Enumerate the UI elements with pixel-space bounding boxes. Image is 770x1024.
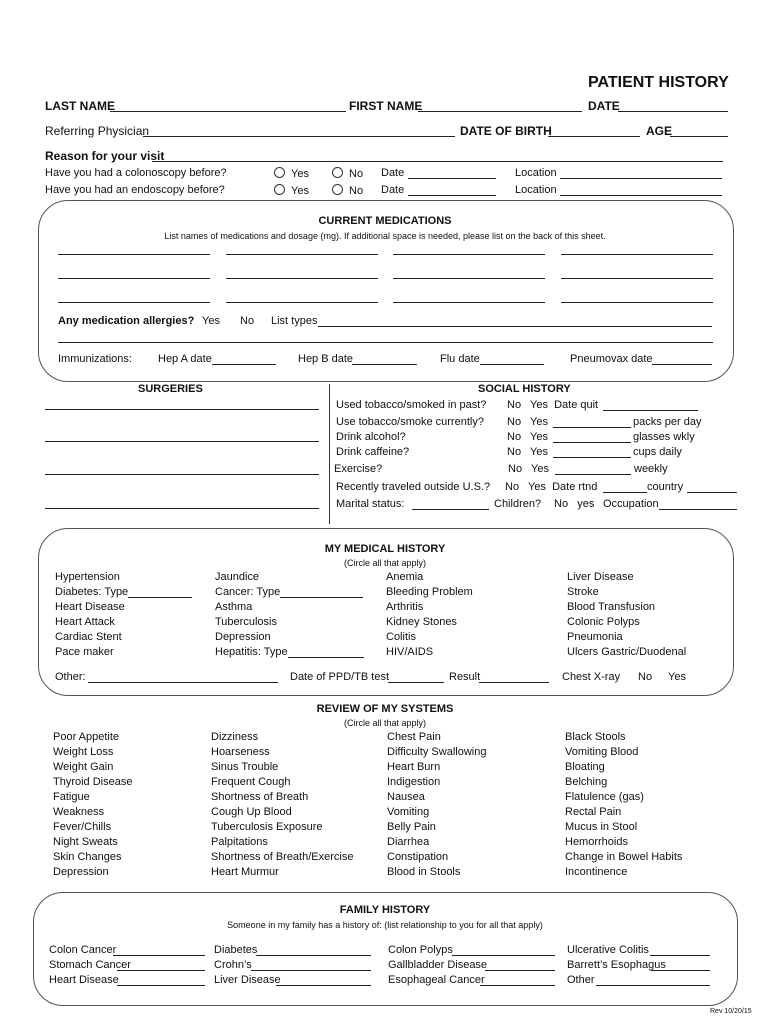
country-field[interactable] [687, 492, 737, 493]
colonoscopy-location-field[interactable] [560, 178, 722, 179]
symptom-item[interactable]: Palpitations [211, 836, 268, 848]
hep-b-field[interactable] [352, 364, 417, 365]
symptom-item[interactable]: Belly Pain [387, 821, 436, 833]
symptom-item[interactable]: Vomiting Blood [565, 746, 639, 758]
symptom-item[interactable]: Weight Gain [53, 761, 114, 773]
immunizations-label: Immunizations: [58, 353, 132, 365]
surgeries-title: SURGERIES [138, 383, 203, 395]
social-s5: weekly [634, 463, 668, 475]
last-name-label: LAST NAME [45, 99, 115, 113]
symptom-item[interactable]: Vomiting [387, 806, 430, 818]
other-label: Other: [55, 671, 86, 683]
xray-no[interactable]: No [638, 671, 653, 683]
social-a1[interactable]: No Yes Date quit [507, 399, 599, 411]
referring-field[interactable] [143, 136, 455, 137]
result-field[interactable] [479, 682, 549, 683]
packs-field[interactable] [553, 427, 631, 428]
marital-field[interactable] [412, 509, 489, 510]
children-answer[interactable]: No yes [554, 498, 595, 510]
family-condition: Barrett’s Esophagus [567, 959, 666, 971]
symptom-item[interactable]: Hoarseness [211, 746, 270, 758]
medical-condition[interactable]: Blood Transfusion [567, 601, 656, 613]
symptom-item[interactable]: Constipation [387, 851, 449, 863]
condition-type-field[interactable] [128, 597, 192, 598]
medication-entry-field[interactable] [393, 278, 545, 279]
medication-entry-field[interactable] [561, 278, 713, 279]
symptom-item[interactable]: Dizziness [211, 731, 259, 743]
medical-condition[interactable]: Bleeding Problem [386, 586, 473, 598]
medical-condition[interactable]: Kidney Stones [386, 616, 457, 628]
symptom-item[interactable]: Tuberculosis Exposure [211, 821, 323, 833]
cups-field[interactable] [553, 457, 631, 458]
social-s4: cups daily [633, 446, 682, 458]
family-condition: Colon Polyps [388, 944, 453, 956]
social-q3: Drink alcohol? [336, 431, 406, 443]
medical-condition[interactable]: Pace maker [55, 646, 114, 658]
family-condition: Other [567, 974, 595, 986]
surgery-line[interactable] [45, 474, 319, 475]
endoscopy-location-field[interactable] [560, 195, 722, 196]
radio-icon [274, 167, 285, 178]
social-s3: glasses wkly [633, 431, 695, 443]
medical-condition[interactable]: Colonic Polyps [567, 616, 640, 628]
ppd-field[interactable] [388, 682, 444, 683]
date-field[interactable] [618, 111, 728, 112]
endoscopy-question: Have you had an endoscopy before? [45, 184, 225, 196]
flu-label: Flu date [440, 353, 480, 365]
colonoscopy-date-label: Date [381, 167, 405, 179]
quit-date-field[interactable] [603, 410, 698, 411]
allergies-no[interactable]: No [240, 315, 255, 327]
symptom-item[interactable]: Thyroid Disease [53, 776, 133, 788]
medical-condition[interactable]: Ulcers Gastric/Duodenal [567, 646, 687, 658]
pneumovax-field[interactable] [652, 364, 712, 365]
radio-icon [274, 184, 285, 195]
medical-condition[interactable]: Depression [215, 631, 271, 643]
social-s6: country [647, 481, 684, 493]
family-condition: Liver Disease [214, 974, 281, 986]
social-q2: Use tobacco/smoke currently? [336, 416, 484, 428]
social-a3[interactable]: No Yes [507, 431, 548, 443]
medical-condition[interactable]: Jaundice [215, 571, 260, 583]
medical-condition[interactable]: HIV/AIDS [386, 646, 434, 658]
result-label: Result [449, 671, 481, 683]
section-divider [329, 384, 330, 524]
endoscopy-no[interactable]: No [332, 184, 363, 197]
social-a5[interactable]: No Yes [508, 463, 549, 475]
relationship-field[interactable] [117, 970, 205, 971]
symptom-item[interactable]: Chest Pain [387, 731, 441, 743]
colonoscopy-yes[interactable]: Yes [274, 167, 309, 180]
exercise-field[interactable] [555, 474, 631, 475]
medical-condition[interactable]: Liver Disease [567, 571, 634, 583]
social-q6: Recently traveled outside U.S.? [336, 481, 491, 493]
symptom-item[interactable]: Fatigue [53, 791, 90, 803]
symptom-item[interactable]: Difficulty Swallowing [387, 746, 487, 758]
symptom-item[interactable]: Fever/Chills [53, 821, 112, 833]
symptom-item[interactable]: Heart Murmur [211, 866, 279, 878]
hep-a-label: Hep A date [158, 353, 212, 365]
allergy-types-field-2[interactable] [58, 342, 713, 343]
relationship-field[interactable] [452, 955, 555, 956]
family-subtitle: Someone in my family has a history of: (list relationship to you for all that apply) [227, 920, 543, 930]
colonoscopy-question: Have you had a colonoscopy before? [45, 167, 227, 179]
symptom-item[interactable]: Belching [565, 776, 608, 788]
family-condition: Gallbladder Disease [388, 959, 488, 971]
surgery-line[interactable] [45, 409, 319, 410]
review-title: REVIEW OF MY SYSTEMS [316, 703, 454, 715]
symptom-item[interactable]: Hemorrhoids [565, 836, 628, 848]
first-name-label: FIRST NAME [349, 99, 423, 113]
medical-condition[interactable]: Anemia [386, 571, 424, 583]
radio-icon [332, 167, 343, 178]
xray-yes[interactable]: Yes [668, 671, 686, 683]
medical-condition[interactable]: Tuberculosis [215, 616, 277, 628]
glasses-field[interactable] [553, 442, 631, 443]
condition-type-field[interactable] [280, 597, 363, 598]
symptom-item[interactable]: Black Stools [565, 731, 626, 743]
family-condition: Heart Disease [49, 974, 119, 986]
symptom-item[interactable]: Sinus Trouble [211, 761, 279, 773]
social-title: SOCIAL HISTORY [478, 383, 571, 395]
medical-condition[interactable]: Hepatitis: Type [215, 646, 288, 658]
medical-condition[interactable]: Pneumonia [567, 631, 623, 643]
relationship-field[interactable] [596, 985, 710, 986]
colonoscopy-no[interactable]: No [332, 167, 363, 180]
medication-entry-field[interactable] [393, 302, 545, 303]
reason-field[interactable] [152, 161, 723, 162]
medication-entry-field[interactable] [226, 302, 378, 303]
social-q1: Used tobacco/smoked in past? [336, 399, 487, 411]
social-a6[interactable]: No Yes Date rtnd [505, 481, 598, 493]
allergies-label: Any medication allergies? [58, 315, 195, 327]
relationship-field[interactable] [113, 955, 205, 956]
occupation-field[interactable] [659, 509, 737, 510]
social-q4: Drink caffeine? [336, 446, 410, 458]
family-condition: Diabetes [214, 944, 258, 956]
family-condition: Esophageal Cancer [388, 974, 485, 986]
medical-condition[interactable]: Arthritis [386, 601, 424, 613]
symptom-item[interactable]: Blood in Stools [387, 866, 461, 878]
relationship-field[interactable] [256, 955, 371, 956]
medication-entry-field[interactable] [226, 254, 378, 255]
symptom-item[interactable]: Poor Appetite [53, 731, 120, 743]
colonoscopy-date-field[interactable] [408, 178, 496, 179]
medical-title: MY MEDICAL HISTORY [324, 543, 446, 555]
symptom-item[interactable]: Indigestion [387, 776, 441, 788]
medication-entry-field[interactable] [561, 302, 713, 303]
family-condition: Crohn’s [214, 959, 252, 971]
symptom-item[interactable]: Rectal Pain [565, 806, 622, 818]
age-field[interactable] [670, 136, 728, 137]
medication-entry-field[interactable] [561, 254, 713, 255]
date-label: DATE [588, 99, 620, 113]
review-subtitle: (Circle all that apply) [343, 718, 427, 728]
surgery-line[interactable] [45, 441, 319, 442]
relationship-field[interactable] [276, 985, 371, 986]
medication-entry-field[interactable] [393, 254, 545, 255]
family-condition: Stomach Cancer [49, 959, 131, 971]
medical-condition[interactable]: Heart Disease [55, 601, 125, 613]
symptom-item[interactable]: Bloating [565, 761, 605, 773]
symptom-item[interactable]: Heart Burn [387, 761, 441, 773]
medical-condition[interactable]: Asthma [215, 601, 253, 613]
social-s2: packs per day [633, 416, 702, 428]
flu-field[interactable] [480, 364, 544, 365]
social-a4[interactable]: No Yes [507, 446, 548, 458]
last-name-field[interactable] [110, 111, 346, 112]
endoscopy-yes[interactable]: Yes [274, 184, 309, 197]
medical-condition[interactable]: Diabetes: Type [55, 586, 129, 598]
relationship-field[interactable] [251, 970, 371, 971]
medical-subtitle: (Circle all that apply) [343, 558, 427, 568]
symptom-item[interactable]: Weight Loss [53, 746, 114, 758]
condition-type-field[interactable] [288, 657, 364, 658]
hep-b-label: Hep B date [298, 353, 354, 365]
symptom-item[interactable]: Shortness of Breath [211, 791, 309, 803]
symptom-item[interactable]: Cough Up Blood [211, 806, 292, 818]
dob-field[interactable] [548, 136, 640, 137]
dob-label: DATE OF BIRTH [460, 124, 552, 138]
symptom-item[interactable]: Incontinence [565, 866, 628, 878]
other-field[interactable] [88, 682, 278, 683]
family-condition: Ulcerative Colitis [567, 944, 649, 956]
medical-condition[interactable]: Cardiac Stent [55, 631, 122, 643]
endoscopy-location-label: Location [515, 184, 557, 196]
medication-entry-field[interactable] [226, 278, 378, 279]
list-types-label: List types [271, 315, 318, 327]
medical-condition[interactable]: Stroke [567, 586, 599, 598]
endoscopy-date-field[interactable] [408, 195, 496, 196]
symptom-item[interactable]: Skin Changes [53, 851, 122, 863]
symptom-item[interactable]: Weakness [53, 806, 105, 818]
occupation-label: Occupation [603, 498, 659, 510]
return-date-field[interactable] [603, 492, 647, 493]
relationship-field[interactable] [485, 970, 555, 971]
page-title: PATIENT HISTORY [588, 74, 729, 91]
relationship-field[interactable] [480, 985, 555, 986]
social-q7: Marital status: [336, 498, 405, 510]
symptom-item[interactable]: Mucus in Stool [565, 821, 638, 833]
social-q5: Exercise? [334, 463, 383, 475]
medical-condition[interactable]: Colitis [386, 631, 416, 643]
first-name-field[interactable] [418, 111, 582, 112]
medical-condition[interactable]: Hypertension [55, 571, 120, 583]
symptom-item[interactable]: Shortness of Breath/Exercise [211, 851, 354, 863]
age-label: AGE [646, 124, 673, 138]
symptom-item[interactable]: Depression [53, 866, 109, 878]
allergy-types-field[interactable] [318, 326, 712, 327]
colonoscopy-location-label: Location [515, 167, 557, 179]
ppd-label: Date of PPD/TB test [290, 671, 390, 683]
children-label: Children? [494, 498, 542, 510]
family-condition: Colon Cancer [49, 944, 117, 956]
medication-entry-field[interactable] [58, 254, 210, 255]
symptom-item[interactable]: Night Sweats [53, 836, 118, 848]
medication-entry-field[interactable] [58, 278, 210, 279]
allergies-yes[interactable]: Yes [202, 315, 220, 327]
family-title: FAMILY HISTORY [339, 904, 431, 916]
medical-condition[interactable]: Heart Attack [55, 616, 115, 628]
pneumovax-label: Pneumovax date [570, 353, 653, 365]
symptom-item[interactable]: Change in Bowel Habits [565, 851, 683, 863]
xray-label: Chest X-ray [562, 671, 621, 683]
relationship-field[interactable] [650, 955, 710, 956]
relationship-field[interactable] [117, 985, 205, 986]
symptom-item[interactable]: Frequent Cough [211, 776, 291, 788]
referring-label: Referring Physician [45, 124, 150, 138]
symptom-item[interactable]: Flatulence (gas) [565, 791, 644, 803]
social-a2[interactable]: No Yes [507, 416, 548, 428]
symptom-item[interactable]: Diarrhea [387, 836, 430, 848]
surgery-line[interactable] [45, 508, 319, 509]
medications-title: CURRENT MEDICATIONS [318, 215, 452, 227]
symptom-item[interactable]: Nausea [387, 791, 425, 803]
medical-condition[interactable]: Cancer: Type [215, 586, 281, 598]
revision-label: Rev 10/20/15 [710, 1008, 752, 1015]
endoscopy-date-label: Date [381, 184, 405, 196]
relationship-field[interactable] [651, 970, 710, 971]
medication-entry-field[interactable] [58, 302, 210, 303]
hep-a-field[interactable] [212, 364, 276, 365]
radio-icon [332, 184, 343, 195]
reason-label: Reason for your visit [45, 149, 165, 163]
medications-subtitle: List names of medications and dosage (mg). If additional space is needed, please list on the back of this sheet. [164, 231, 606, 241]
